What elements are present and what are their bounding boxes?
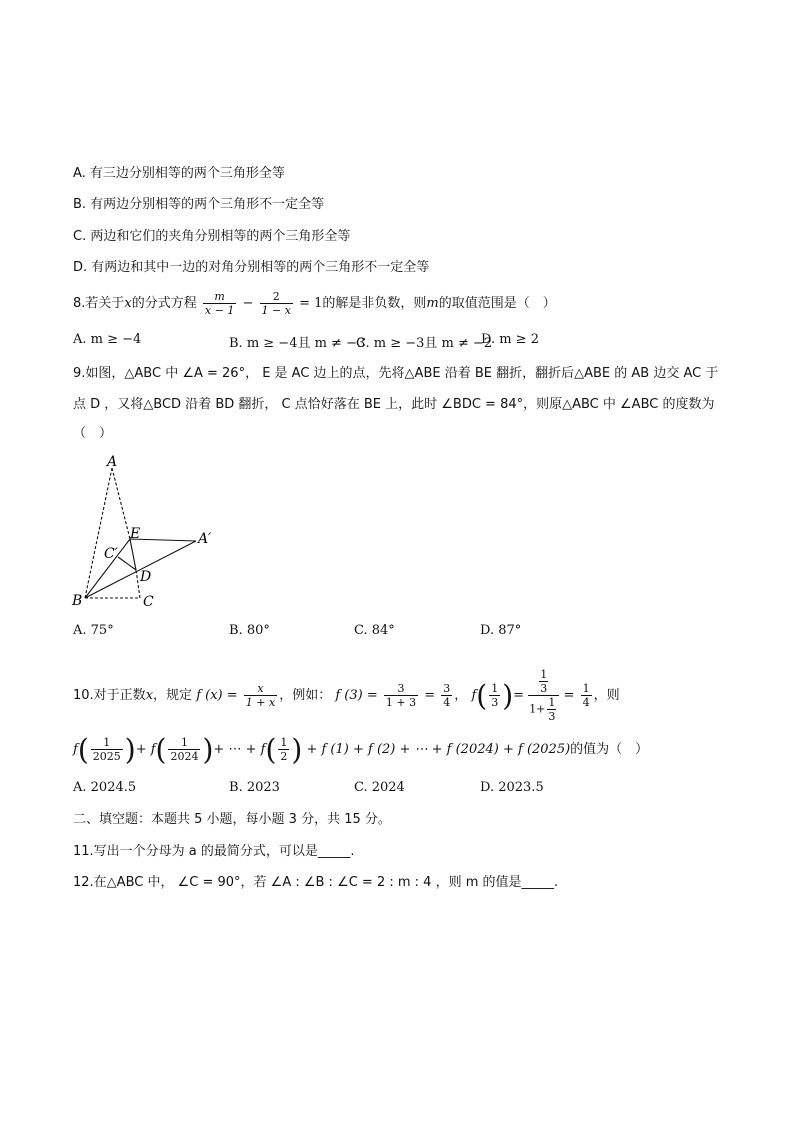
q8-fraction-1 xyxy=(203,290,236,317)
q10-f13-arg xyxy=(489,682,500,709)
q8-tail2: 的取值范围是（ ） xyxy=(438,296,556,311)
q10-sum-f3: f xyxy=(260,742,266,757)
q10-f3-eq: = xyxy=(424,688,436,703)
q10-f13-value xyxy=(581,682,592,709)
q10-dots: + ⋯ + xyxy=(213,742,257,757)
q7-option-a: A. 有三边分别相等的两个三角形全等 xyxy=(73,166,285,181)
q10-then: ，则 xyxy=(593,688,620,703)
segment-c-prime-d xyxy=(118,557,136,570)
q10-sum-f1: f xyxy=(73,742,78,757)
q10-stem-line-2 xyxy=(73,730,648,770)
q8-frac2-num: 2 xyxy=(260,290,293,304)
q10-sum-f2: f xyxy=(150,742,156,757)
q10-f13-bot-den: 3 xyxy=(548,710,556,723)
left-paren: ( xyxy=(77,731,89,767)
q8-eq: = 1 xyxy=(299,296,323,311)
q8-frac1-den: x − 1 xyxy=(204,304,235,317)
q8-fraction-2 xyxy=(260,290,293,317)
q8-var-m: m xyxy=(426,296,439,311)
q8-frac2-den: 1 − x xyxy=(261,304,291,317)
section-2-heading: 二、填空题：本题共 5 小题，每小题 3 分，共 15 分。 xyxy=(73,812,391,827)
left-paren: ( xyxy=(476,677,488,713)
q10-ask: 的值为（ ） xyxy=(570,742,649,757)
q9-option-b: B. 80° xyxy=(229,623,270,638)
q10-fx-fraction xyxy=(244,682,277,709)
q10-sum-arg-1-num: 1 xyxy=(91,736,123,750)
q10-fx: f (x) = xyxy=(196,688,238,703)
q10-option-c: C. 2024 xyxy=(354,780,405,795)
q10-option-a: A. 2024.5 xyxy=(73,780,137,795)
q10-f13: f xyxy=(471,688,477,703)
right-paren: ) xyxy=(124,731,136,767)
q9-option-a: A. 75° xyxy=(73,623,114,638)
q8-option-c: C. m ≥ −3且 m ≠ −2 xyxy=(356,336,493,351)
q7-option-d: D. 有两边和其中一边的对角分别相等的两个三角形不一定全等 xyxy=(73,260,430,275)
segment-ac-dashed xyxy=(112,468,130,539)
q9-stem-line-2: 点 D ，又将△BCD 沿着 BD 翻折， C 点恰好落在 BE 上，此时 ∠BDC = 84°，则原△ABC 中 ∠ABC 的度数为 xyxy=(73,397,715,412)
q8-option-b: B. m ≥ −4且 m ≠ −3 xyxy=(229,336,366,351)
q10-sum-arg-3-num: 1 xyxy=(280,736,288,749)
label-c: C xyxy=(143,594,154,610)
q10-stem-line-1 xyxy=(73,668,620,723)
q10-f13-val-num: 1 xyxy=(582,682,590,695)
q10-fx-den: 1 + x xyxy=(245,696,276,709)
q10-rule: ，规定 xyxy=(153,688,193,703)
q10-f3-fraction xyxy=(384,682,418,709)
q10-sum-tail: + f (1) + f (2) + ⋯ + f (2024) + f (2025) xyxy=(306,742,571,757)
q10-prefix: 10.对于正数 xyxy=(73,688,146,703)
q8-var-x: x xyxy=(124,296,132,311)
q10-f13-top-num: 1 xyxy=(540,668,548,681)
q10-f13-top-frac xyxy=(539,668,548,695)
q8-option-a: A. m ≥ −4 xyxy=(73,332,142,347)
label-e: E xyxy=(130,526,141,542)
q10-comma: ， xyxy=(454,688,468,703)
q10-f13-arg-num: 1 xyxy=(491,682,499,695)
q10-f3-val-num: 3 xyxy=(443,682,451,695)
q10-f3-value xyxy=(441,682,452,709)
right-paren: ) xyxy=(202,731,214,767)
label-a-prime: A′ xyxy=(198,531,212,547)
q10-sum-arg-1-den: 2025 xyxy=(92,750,121,763)
q8-mid: 的分式方程 xyxy=(131,296,197,311)
q8-prefix: 8.若关于 xyxy=(73,296,125,311)
q10-option-d: D. 2023.5 xyxy=(480,780,544,795)
left-paren: ( xyxy=(265,731,277,767)
q8-frac1-num: m xyxy=(203,290,236,304)
q9-stem-line-3: （ ） xyxy=(73,426,113,441)
q10-f13-bot-text: 1+ xyxy=(529,702,546,716)
q10-f13-bot-num: 1 xyxy=(548,696,556,709)
label-a: A xyxy=(107,454,118,470)
q8-minus: − xyxy=(242,296,254,311)
q8-stem xyxy=(73,290,556,317)
q10-var-x: x xyxy=(145,688,154,703)
q10-plus: + xyxy=(135,742,147,757)
q10-fx-num: x xyxy=(244,682,277,696)
q10-f13-eq: = xyxy=(513,688,525,703)
label-d: D xyxy=(140,569,152,585)
q7-option-c: C. 两边和它们的夹角分别相等的两个三角形全等 xyxy=(73,229,351,244)
q10-option-b: B. 2023 xyxy=(229,780,280,795)
segment-ed xyxy=(130,539,136,570)
right-paren: ) xyxy=(502,677,514,713)
right-paren: ) xyxy=(291,731,303,767)
q10-sum-arg-3-den: 2 xyxy=(280,750,288,763)
q12-stem: 12.在△ABC 中， ∠C = 90°，若 ∠A : ∠B : ∠C = 2 : m : 4 ，则 m 的值是_____. xyxy=(73,875,559,890)
q9-option-c: C. 84° xyxy=(354,623,395,638)
q10-f13-top-den: 3 xyxy=(540,682,548,695)
q7-option-b: B. 有两边分别相等的两个三角形不一定全等 xyxy=(73,197,325,212)
q11-stem: 11.写出一个分母为 a 的最简分式，可以是_____. xyxy=(73,844,355,859)
q10-f13-bottom xyxy=(528,696,559,723)
q10-f13-bot-frac xyxy=(547,696,556,723)
q10-f3-num: 3 xyxy=(384,682,418,696)
label-b: B xyxy=(72,593,83,609)
q8-option-d: D. m ≥ 2 xyxy=(481,332,539,347)
q10-sum-arg-2 xyxy=(168,736,200,763)
q9-triangle-figure xyxy=(60,450,230,615)
q10-f13-val-eq: = xyxy=(563,688,575,703)
q10-f13-val-den: 4 xyxy=(582,696,590,709)
left-paren: ( xyxy=(155,731,167,767)
q9-option-d: D. 87° xyxy=(480,623,522,638)
q10-f3-den: 1 + 3 xyxy=(385,696,417,709)
q10-sum-arg-1 xyxy=(91,736,123,763)
q8-tail: 的解是非负数，则 xyxy=(322,296,427,311)
q10-sum-arg-2-num: 1 xyxy=(168,736,200,750)
q9-stem-line-1: 9.如图，△ABC 中 ∠A = 26°， E 是 AC 边上的点，先将△ABE 沿着 BE 翻折，翻折后△ABE 的 AB 边交 AC 于 xyxy=(73,366,719,381)
q10-f13-complex-fraction xyxy=(528,668,559,723)
label-c-prime: C′ xyxy=(104,546,118,562)
q10-f13-arg-den: 3 xyxy=(491,696,499,709)
q10-sum-arg-3 xyxy=(278,736,289,763)
q10-example: ，例如： xyxy=(279,688,332,703)
segment-ba-dashed xyxy=(85,468,112,598)
q10-f3-val-den: 4 xyxy=(443,696,451,709)
q10-f13-top xyxy=(528,668,559,696)
q10-f3: f (3) = xyxy=(335,688,378,703)
q10-sum-arg-2-den: 2024 xyxy=(170,750,199,763)
